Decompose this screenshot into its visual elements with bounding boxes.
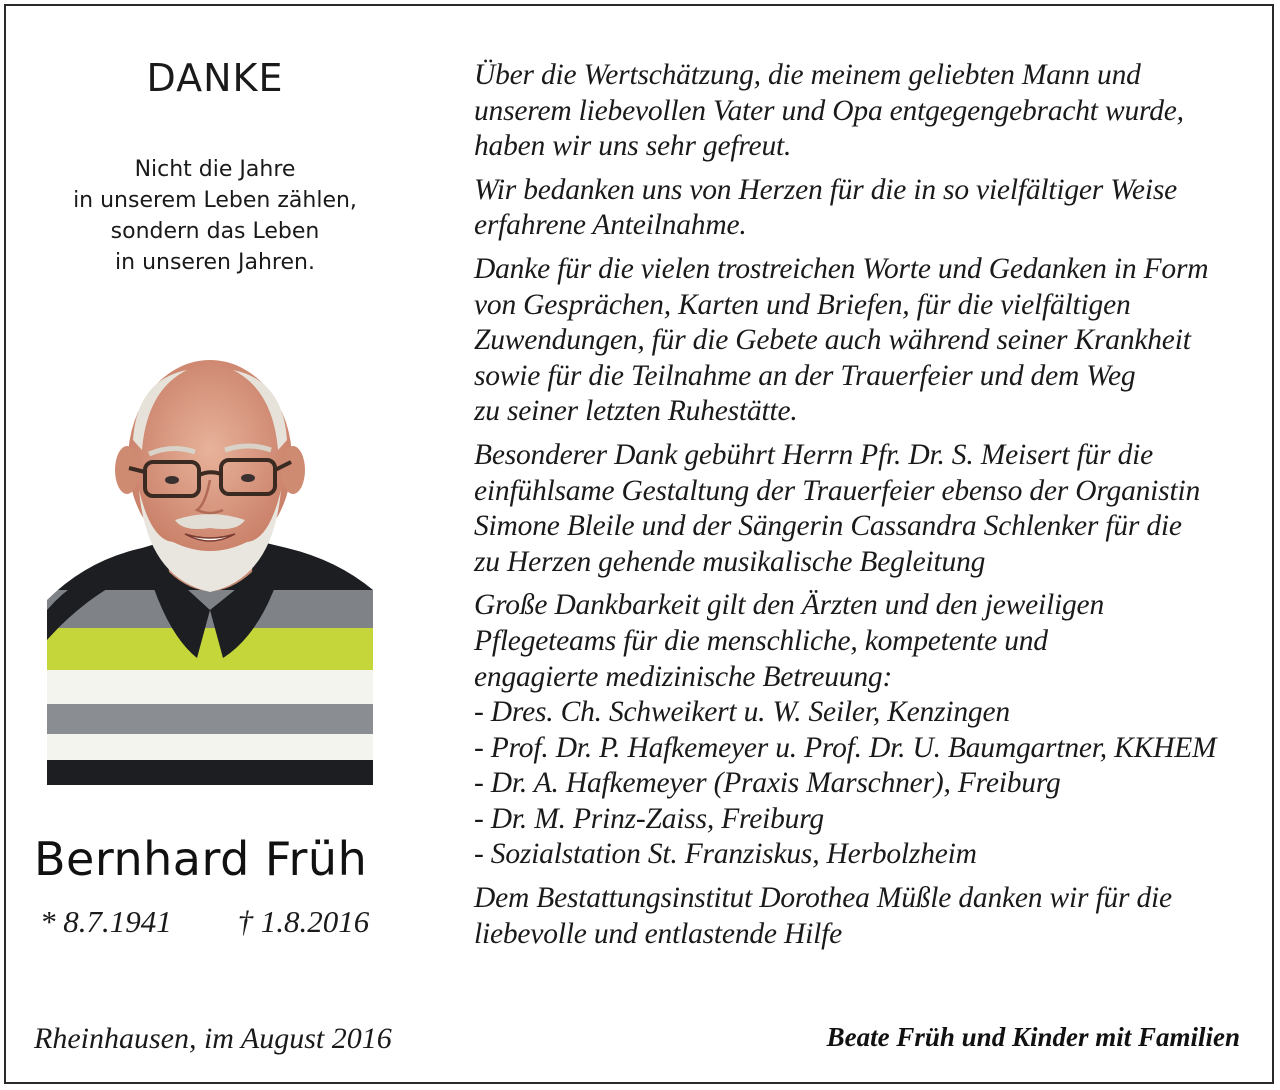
text-line: Pflegeteams für die menschliche, kompetente und [474, 624, 1048, 657]
list-item: - Prof. Dr. P. Hafkemeyer u. Prof. Dr. U. Baumgartner, KKHEM [474, 731, 1217, 764]
text-line: Simone Bleile und der Sängerin Cassandra Schlenker für die [474, 510, 1182, 543]
list-item: - Dres. Ch. Schweikert u. W. Seiler, Kenzingen [474, 696, 1010, 729]
list-item: - Dr. M. Prinz-Zaiss, Freiburg [474, 802, 824, 835]
text-line: liebevolle und entlastende Hilfe [474, 917, 842, 950]
quote-line: in unserem Leben zählen, [73, 188, 357, 213]
list-item: - Sozialstation St. Franziskus, Herbolzheim [474, 838, 977, 871]
quote-line: sondern das Leben [110, 219, 320, 244]
paragraph [474, 173, 1269, 244]
text-line: Wir bedanken uns von Herzen für die in so vielfältiger Weise [474, 173, 1177, 206]
quote-line: in unseren Jahren. [115, 250, 315, 275]
paragraph [474, 438, 1269, 580]
paragraph [474, 252, 1269, 430]
deceased-name: Bernhard Früh [34, 832, 368, 886]
text-line: erfahrene Anteilnahme. [474, 209, 747, 242]
text-line: Über die Wertschätzung, die meinem geliebten Mann und [474, 59, 1141, 91]
signature: Beate Früh und Kinder mit Familien [826, 1022, 1240, 1052]
text-line: Dem Bestattungsinstitut Dorothea Müßle danken wir für die [474, 882, 1172, 915]
left-column [0, 0, 430, 1090]
paragraph [474, 58, 1269, 165]
text-line: zu seiner letzten Ruhestätte. [474, 395, 798, 428]
text-line: haben wir uns sehr gefreut. [474, 130, 792, 163]
text-line: von Gesprächen, Karten und Briefen, für die vielfältigen [474, 288, 1131, 321]
text-line: Zuwendungen, für die Gebete auch während seiner Krankheit [474, 324, 1191, 357]
text-line: Danke für die vielen trostreichen Worte und Gedanken in Form [474, 252, 1209, 285]
text-line: zu Herzen gehende musikalische Begleitung [474, 545, 986, 578]
text-line: einfühlsame Gestaltung der Trauerfeier ebenso der Organistin [474, 474, 1200, 507]
paragraph [474, 588, 1269, 873]
notice-title: DANKE [146, 56, 284, 100]
text-line: Große Dankbarkeit gilt den Ärzten und den jeweiligen [474, 589, 1105, 622]
thank-you-text [474, 58, 1269, 960]
paragraph [474, 881, 1269, 952]
text-line: engagierte medizinische Betreuung: [474, 660, 893, 693]
memorial-quote [30, 154, 400, 278]
portrait-photo [47, 310, 373, 785]
text-line: Besonderer Dank gebührt Herrn Pfr. Dr. S. Meisert für die [474, 438, 1154, 471]
birth-date: * 8.7.1941 [40, 904, 172, 939]
place-and-date: Rheinhausen, im August 2016 [34, 1022, 392, 1055]
quote-line: Nicht die Jahre [134, 157, 296, 182]
life-dates [40, 904, 369, 940]
text-line: unserem liebevollen Vater und Opa entgegengebracht wurde, [474, 94, 1184, 127]
list-item: - Dr. A. Hafkemeyer (Praxis Marschner), Freiburg [474, 767, 1061, 800]
text-line: sowie für die Teilnahme an der Trauerfeier und dem Weg [474, 359, 1136, 392]
death-date: † 1.8.2016 [237, 904, 370, 939]
